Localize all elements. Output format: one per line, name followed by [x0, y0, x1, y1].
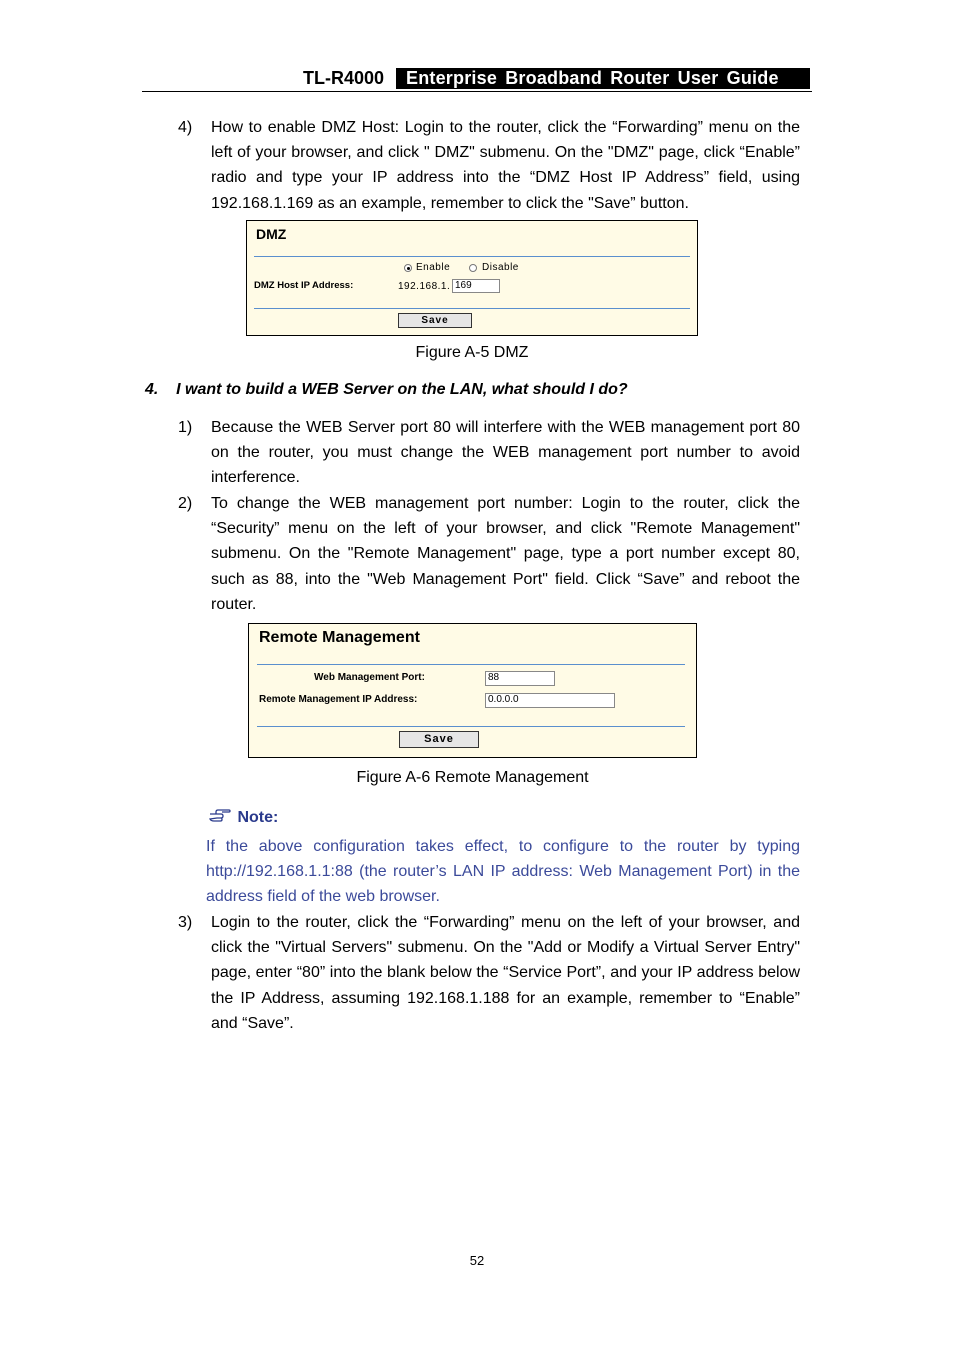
step-number: 2) [178, 495, 193, 512]
remote-ip-input[interactable]: 0.0.0.0 [485, 693, 615, 708]
panel-title: DMZ [256, 226, 287, 242]
step-text: How to enable DMZ Host: Login to the router, click the “Forwarding” menu on the left of your browser, and click " DMZ" submenu. On the "DMZ" page, click “Enable” radio and type your IP address into the “DMZ Host IP Address” field, using 192.168.1.169 as an example, remember to click the "Save” button. [211, 119, 800, 212]
step-text: To change the WEB management port number: Login to the router, click the “Security” menu on the left of your browser, and click "Remote Management" submenu. On the "Remote Management" page, type a port number except 80, such as 88, into the "Web Management Port" field. Click “Save” and reboot the router. [211, 495, 800, 613]
enable-label: Enable [416, 262, 451, 273]
step-number: 4) [178, 119, 193, 136]
step-number: 1) [178, 419, 193, 436]
page-number: 52 [469, 1253, 485, 1268]
web-port-input[interactable]: 88 [485, 671, 555, 686]
pointing-hand-icon [209, 808, 233, 828]
page-header [142, 67, 812, 92]
web-port-label: Web Management Port: [314, 672, 425, 683]
enable-radio[interactable] [404, 264, 412, 272]
disable-radio[interactable] [469, 264, 477, 272]
remote-ip-label: Remote Management IP Address: [259, 694, 418, 705]
note-label: Note: [237, 809, 279, 826]
step-number: 3) [178, 914, 193, 931]
remote-management-panel [248, 623, 697, 758]
header-title: Enterprise Broadband Router User Guide [396, 68, 810, 89]
host-ip-label: DMZ Host IP Address: [254, 280, 354, 291]
panel-title: Remote Management [259, 629, 420, 646]
ip-prefix: 192.168.1. [398, 281, 451, 292]
dmz-panel [246, 220, 698, 336]
save-button[interactable]: Save [399, 731, 479, 748]
step-text: Login to the router, click the “Forwarding” menu on the left of your browser, and click the "Virtual Servers" submenu. On the "Add or Modify a Virtual Server Entry" page, enter “80” into the blank below the “Service Port”, and your IP address below the IP Address, assuming 192.168.1.188 for an example, remember to “Enable” and “Save”. [211, 914, 800, 1032]
section-question: 4. I want to build a WEB Server on the LAN, what should I do? [145, 381, 628, 398]
ip-last-octet-input[interactable]: 169 [452, 279, 500, 293]
figure-caption: Figure A-6 Remote Management [356, 769, 589, 786]
divider [257, 726, 685, 727]
disable-label: Disable [482, 262, 519, 273]
figure-caption: Figure A-5 DMZ [415, 344, 529, 361]
header-model: TL-R4000 [302, 68, 384, 88]
divider [254, 308, 690, 309]
step-text: Because the WEB Server port 80 will interfere with the WEB management port 80 on the router, you must change the WEB management port number to avoid interference. [211, 419, 800, 487]
divider [257, 664, 685, 665]
note-heading [209, 808, 278, 828]
save-button[interactable]: Save [398, 313, 472, 328]
note-text: If the above configuration takes effect, to configure to the router by typing http://192.168.1.1:88 (the router’s LAN IP address: Web Management Port) in the address field of the web browser. [206, 838, 800, 906]
divider [254, 256, 690, 257]
